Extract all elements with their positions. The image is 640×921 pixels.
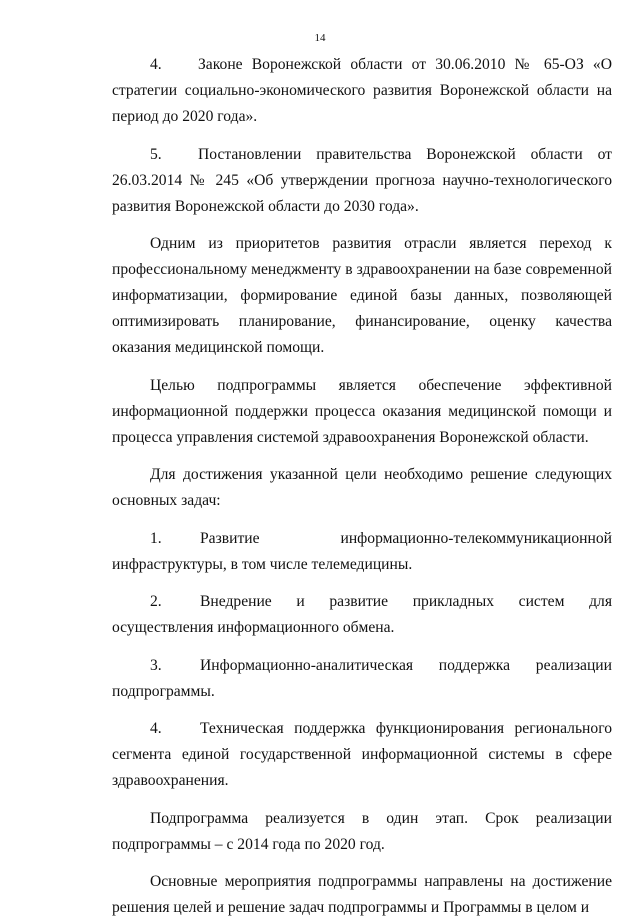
item-number: 4. — [150, 56, 162, 73]
page-number: 14 — [314, 32, 326, 44]
paragraph-priorities: Одним из приоритетов развития отрасли является переход к профессиональному менеджменту в здравоохранении на базе современной информатизации, формирование единой базы данных, позволяющей оптимизировать планирование, финансирование, оценку качества оказания медицинской помощи. — [112, 235, 612, 356]
list-item-resolution-5 — [112, 142, 612, 220]
item-number: 3. — [150, 656, 162, 674]
paragraph-goal: Целью подпрограммы является обеспечение эффективной информационной поддержки процесса оказания медицинской помощи и процесса управления системой здравоохранения Воронежской области. — [112, 376, 612, 446]
paragraph-tasks-intro: Для достижения указанной цели необходимо решение следующих основных задач: — [112, 466, 612, 509]
item-text: Информационно-аналитическая поддержка реализации подпрограммы. — [112, 656, 612, 700]
item-text: Законе Воронежской области от 30.06.2010 № 65-ОЗ «О стратегии социально-экономического развития Воронежской области на период до 2020 года». — [112, 56, 612, 125]
item-text: Техническая поддержка функционирования регионального сегмента единой государственной информационной системы в сфере здравоохранения. — [112, 720, 612, 789]
task-list — [112, 526, 612, 795]
paragraph-measures: Основные мероприятия подпрограммы направлены на достижение решения целей и решение задач подпрограммы и Программы в целом и — [112, 873, 612, 916]
task-item-2 — [112, 589, 612, 641]
task-item-3 — [112, 653, 612, 705]
item-number: 4. — [150, 720, 162, 737]
task-item-1 — [112, 526, 612, 578]
document-body — [112, 52, 612, 921]
paragraph-timeline: Подпрограмма реализуется в один этап. Срок реализации подпрограммы – с 2014 года по 2020 год. — [112, 809, 612, 853]
item-text: Развитие информационно-телекоммуникационной инфраструктуры, в том числе телемедицины. — [112, 529, 612, 573]
list-item-law-4 — [112, 52, 612, 130]
task-item-4 — [112, 716, 612, 794]
item-number: 2. — [150, 593, 162, 610]
item-number: 1. — [150, 529, 162, 547]
item-number: 5. — [150, 145, 162, 163]
item-text: Постановлении правительства Воронежской области от 26.03.2014 № 245 «Об утверждении прогноза научно-технологического развития Воронежской области до 2030 года». — [112, 145, 612, 215]
item-text: Внедрение и развитие прикладных систем для осуществления информационного обмена. — [112, 593, 612, 636]
